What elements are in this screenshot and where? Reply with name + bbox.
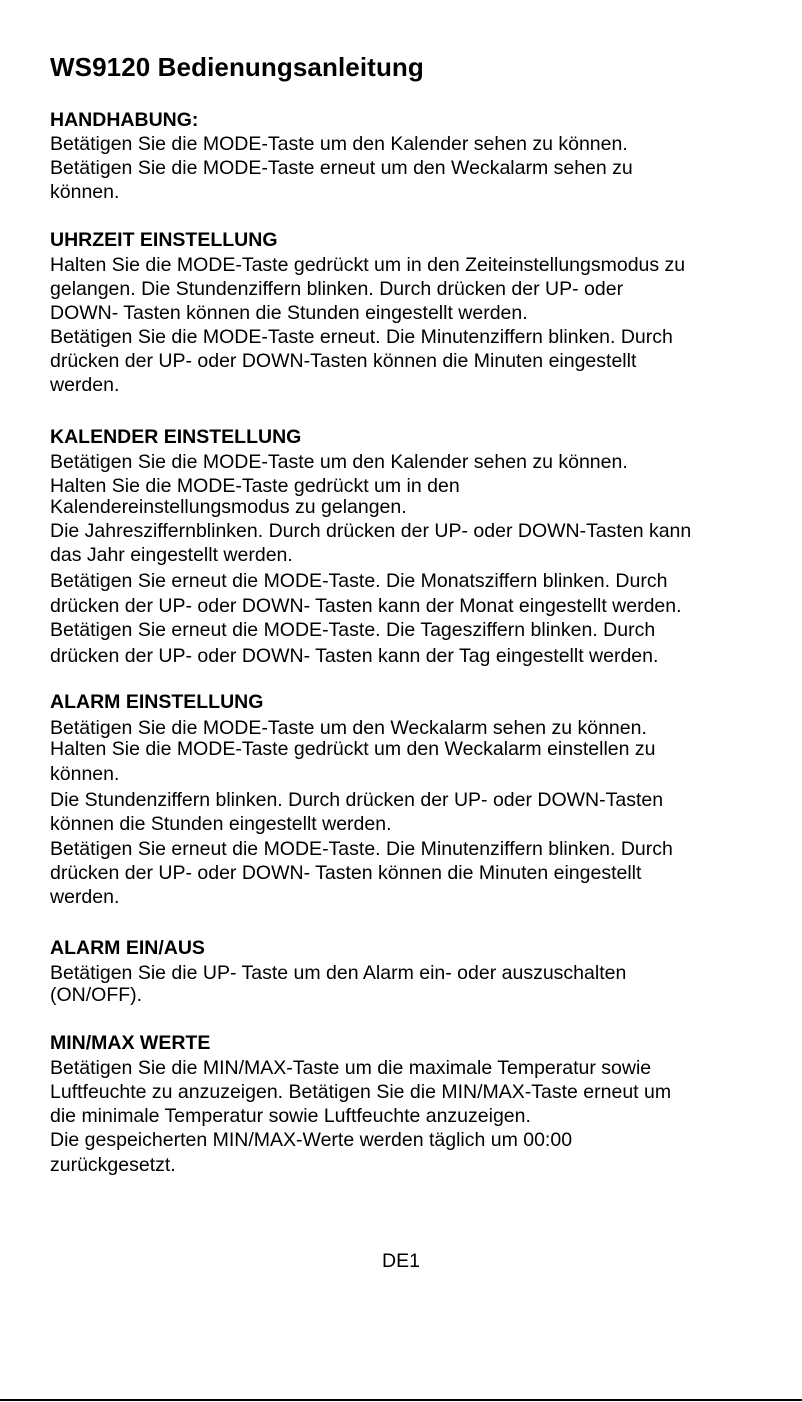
kalender-line: drücken der UP- oder DOWN- Tasten kann der Monat eingestellt werden. — [50, 595, 682, 617]
alarm-line: Halten Sie die MODE-Taste gedrückt um den Weckalarm einstellen zu — [50, 738, 656, 760]
kalender-line: drücken der UP- oder DOWN- Tasten kann der Tag eingestellt werden. — [50, 645, 659, 667]
alarm-line: können die Stunden eingestellt werden. — [50, 813, 392, 835]
kalender-line: Kalendereinstellungsmodus zu gelangen. — [50, 496, 407, 518]
alarm-line: Betätigen Sie die MODE-Taste um den Weckalarm sehen zu können. — [50, 717, 647, 739]
alarm-ein-aus-line: Betätigen Sie die UP- Taste um den Alarm ein- oder auszuschalten — [50, 962, 627, 984]
handhabung-line: Betätigen Sie die MODE-Taste um den Kalender sehen zu können. — [50, 133, 628, 155]
page-number: DE1 — [382, 1250, 420, 1272]
alarm-ein-aus-line: (ON/OFF). — [50, 984, 143, 1006]
alarm-line: Betätigen Sie erneut die MODE-Taste. Die Minutenziffern blinken. Durch — [50, 838, 673, 860]
section-heading-min-max: MIN/MAX WERTE — [50, 1032, 211, 1054]
kalender-line: Die Jahresziffernblinken. Durch drücken der UP- oder DOWN-Tasten kann — [50, 520, 692, 542]
alarm-line: Die Stundenziffern blinken. Durch drücken der UP- oder DOWN-Tasten — [50, 789, 664, 811]
uhrzeit-line: DOWN- Tasten können die Stunden eingestellt werden. — [50, 302, 528, 324]
alarm-line: können. — [50, 763, 120, 785]
kalender-line: Betätigen Sie erneut die MODE-Taste. Die Tagesziffern blinken. Durch — [50, 619, 656, 641]
uhrzeit-line: werden. — [50, 374, 120, 396]
min-max-line: zurückgesetzt. — [50, 1154, 176, 1176]
page-title: WS9120 Bedienungsanleitung — [50, 52, 424, 82]
alarm-line: drücken der UP- oder DOWN- Tasten können die Minuten eingestellt — [50, 862, 642, 884]
min-max-line: Die gespeicherten MIN/MAX-Werte werden täglich um 00:00 — [50, 1129, 573, 1151]
section-heading-kalender: KALENDER EINSTELLUNG — [50, 426, 302, 448]
section-heading-uhrzeit: UHRZEIT EINSTELLUNG — [50, 229, 278, 251]
uhrzeit-line: Halten Sie die MODE-Taste gedrückt um in den Zeiteinstellungsmodus zu — [50, 254, 686, 276]
section-heading-alarm-ein-aus: ALARM EIN/AUS — [50, 937, 205, 959]
min-max-line: Betätigen Sie die MIN/MAX-Taste um die maximale Temperatur sowie — [50, 1057, 652, 1079]
page-bottom-rule — [0, 1399, 802, 1401]
min-max-line: Luftfeuchte zu anzuzeigen. Betätigen Sie die MIN/MAX-Taste erneut um — [50, 1081, 672, 1103]
handhabung-line: Betätigen Sie die MODE-Taste erneut um den Weckalarm sehen zu — [50, 157, 633, 179]
kalender-line: Betätigen Sie erneut die MODE-Taste. Die Monatsziffern blinken. Durch — [50, 570, 668, 592]
min-max-line: die minimale Temperatur sowie Luftfeuchte anzuzeigen. — [50, 1105, 531, 1127]
alarm-line: werden. — [50, 886, 120, 908]
kalender-line: Betätigen Sie die MODE-Taste um den Kalender sehen zu können. — [50, 451, 628, 473]
kalender-line: das Jahr eingestellt werden. — [50, 544, 293, 566]
uhrzeit-line: gelangen. Die Stundenziffern blinken. Durch drücken der UP- oder — [50, 278, 624, 300]
uhrzeit-line: Betätigen Sie die MODE-Taste erneut. Die Minutenziffern blinken. Durch — [50, 326, 673, 348]
section-heading-alarm: ALARM EINSTELLUNG — [50, 691, 264, 713]
kalender-line: Halten Sie die MODE-Taste gedrückt um in den — [50, 475, 460, 497]
uhrzeit-line: drücken der UP- oder DOWN-Tasten können die Minuten eingestellt — [50, 350, 637, 372]
handhabung-line: können. — [50, 181, 120, 203]
section-heading-handhabung: HANDHABUNG: — [50, 109, 199, 131]
